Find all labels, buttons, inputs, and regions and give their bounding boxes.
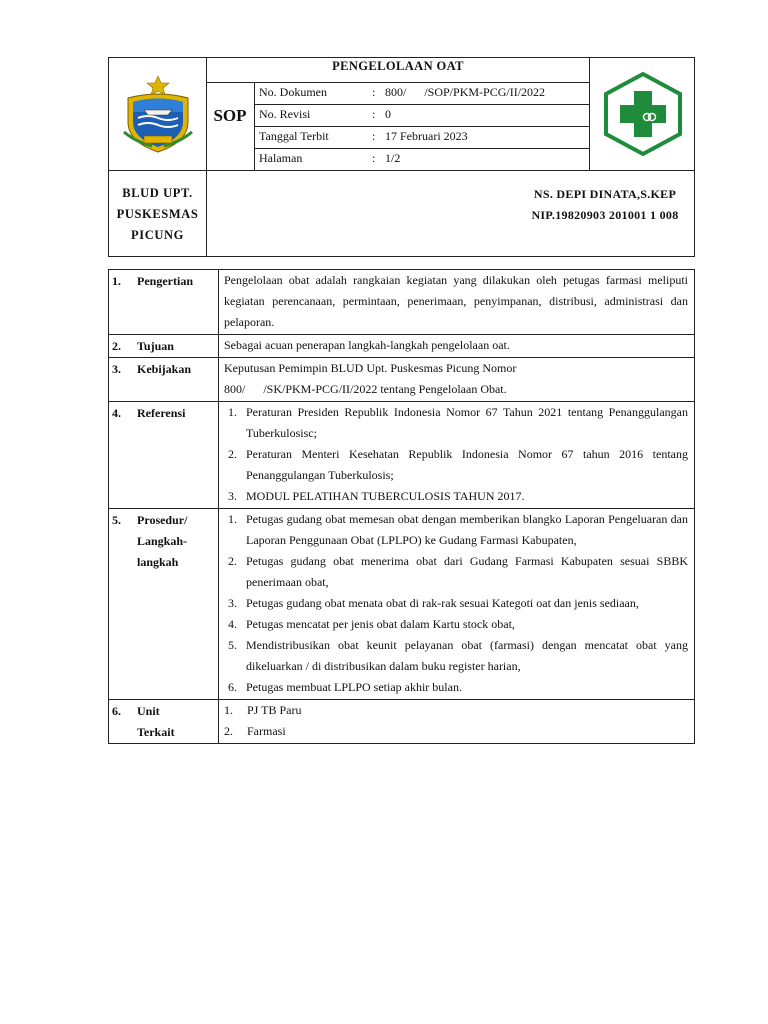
list-item-text: Petugas gudang obat menata obat di rak-rak sesuai Kategoti oat dan jenis sediaan, <box>246 596 639 610</box>
unit-name-line: PUSKESMAS <box>116 206 199 221</box>
section-number: 5. <box>112 513 121 527</box>
signer-block <box>514 184 696 226</box>
list-item-number: 2. <box>224 724 233 738</box>
meta-value: 17 Februari 2023 <box>385 129 468 143</box>
section-body <box>219 358 695 402</box>
unit-name <box>109 171 206 257</box>
section-label <box>109 700 219 744</box>
regency-emblem-icon <box>109 58 206 170</box>
page-title: PENGELOLAAN OAT <box>332 59 464 73</box>
list-item-number: 1. <box>224 703 233 717</box>
section-title: Tujuan <box>137 339 174 353</box>
policy-line: 800/ /SK/PKM-PCG/II/2022 tentang Pengelolaan Obat. <box>224 382 507 396</box>
section-title: Referensi <box>137 406 186 420</box>
list-item-number: 6. <box>228 680 237 694</box>
list-item <box>224 551 688 593</box>
list-item-text: Petugas mencatat per jenis obat dalam Kartu stock obat, <box>246 617 515 631</box>
section-title: Pengertian <box>137 274 193 288</box>
list-item-number: 5. <box>228 638 237 652</box>
list-item <box>224 593 688 614</box>
list-item-number: 1. <box>228 512 237 526</box>
sop-content-table <box>108 269 695 744</box>
policy-line: Keputusan Pemimpin BLUD Upt. Puskesmas Picung Nomor <box>224 361 517 375</box>
list-item-text: Petugas gudang obat memesan obat dengan memberikan blangko Laporan Pengeluaran dan Laporan Penggunaan Obat (LPLPO) ke Gudang Farmasi Kabupaten, <box>246 512 688 547</box>
section-title: Unit <box>137 704 160 718</box>
list-item-text: PJ TB Paru <box>247 703 302 717</box>
meta-value: 1/2 <box>385 151 401 165</box>
list-item-number: 2. <box>228 554 237 568</box>
meta-key: No. Dokumen <box>259 85 327 99</box>
meta-key: Tanggal Terbit <box>259 129 329 143</box>
list-item-text: Petugas gudang obat menerima obat dari Gudang Farmasi Kabupaten sesuai SBBK penerimaan obat, <box>246 554 688 589</box>
signer-name: NS. DEPI DINATA,S.KEP <box>533 187 677 201</box>
table-row <box>109 270 695 335</box>
section-number: 1. <box>112 274 121 288</box>
list-item <box>224 677 688 698</box>
list-item-number: 3. <box>228 489 237 503</box>
unit-name-line: PICUNG <box>131 227 184 242</box>
list-item <box>224 402 688 444</box>
list-item <box>224 444 688 486</box>
section-number: 3. <box>112 362 121 376</box>
table-row <box>109 700 695 744</box>
section-label <box>109 335 219 358</box>
section-label <box>109 358 219 402</box>
reference-list <box>219 402 695 509</box>
section-number: 6. <box>112 704 121 718</box>
table-row <box>109 335 695 358</box>
meta-key: No. Revisi <box>259 107 311 121</box>
meta-value: 0 <box>385 107 391 121</box>
unit-name-line: BLUD UPT. <box>122 185 193 200</box>
list-item-text: Farmasi <box>247 724 286 738</box>
meta-colon: : <box>372 107 376 121</box>
list-item-text: Petugas membuat LPLPO setiap akhir bulan. <box>246 680 462 694</box>
section-label <box>109 270 219 335</box>
related-unit-list <box>219 700 695 744</box>
list-item-text: MODUL PELATIHAN TUBERCULOSIS TAHUN 2017. <box>246 489 525 503</box>
meta-colon: : <box>372 151 376 165</box>
sop-label: SOP <box>213 106 247 125</box>
list-item-text: Peraturan Menteri Kesehatan Republik Indonesia Nomor 67 tahun 2016 tentang Penanggulangan Tuberkulosis; <box>246 447 688 482</box>
table-row <box>109 509 695 700</box>
section-label <box>109 402 219 509</box>
section-title: Prosedur/ <box>137 513 188 527</box>
list-item-number: 1. <box>228 405 237 419</box>
meta-value: 800/ /SOP/PKM-PCG/II/2022 <box>385 85 546 99</box>
list-item <box>224 700 688 721</box>
section-title-line: langkah <box>137 555 179 569</box>
puskesmas-cross-icon <box>590 58 695 170</box>
list-item <box>224 509 688 551</box>
section-number: 2. <box>112 339 121 353</box>
meta-key: Halaman <box>259 151 303 165</box>
table-row <box>109 358 695 402</box>
meta-colon: : <box>372 85 376 99</box>
sop-header-table <box>108 57 695 257</box>
meta-row-page <box>254 148 588 169</box>
meta-row-issue-date <box>254 126 588 147</box>
list-item <box>224 635 688 677</box>
section-title: Kebijakan <box>137 362 192 376</box>
list-item-number: 2. <box>228 447 237 461</box>
meta-row-revision <box>254 104 588 125</box>
meta-colon: : <box>372 129 376 143</box>
table-row <box>109 402 695 509</box>
meta-row-document-number <box>254 82 588 103</box>
list-item-number: 3. <box>228 596 237 610</box>
list-item <box>224 486 688 507</box>
section-title-line: Langkah- <box>137 534 188 548</box>
section-number: 4. <box>112 406 121 420</box>
section-body: Sebagai acuan penerapan langkah-langkah pengelolaan oat. <box>219 335 695 358</box>
list-item <box>224 614 688 635</box>
list-item-text: Peraturan Presiden Republik Indonesia Nomor 67 Tahun 2021 tentang Penanggulangan Tuberkulosisc; <box>246 405 688 440</box>
list-item-text: Mendistribusikan obat keunit pelayanan obat (farmasi) dengan mencatat obat yang dikeluarkan / di distribusikan dalam buku register harian, <box>246 638 688 673</box>
procedure-list <box>219 509 695 700</box>
section-title-line: Terkait <box>137 725 175 739</box>
signer-nip: NIP.19820903 201001 1 008 <box>531 208 679 222</box>
list-item-number: 4. <box>228 617 237 631</box>
section-label <box>109 509 219 700</box>
section-body: Pengelolaan obat adalah rangkaian kegiatan yang dilakukan oleh petugas farmasi meliputi kegiatan perencanaan, permintaan, penerimaan, penyimpanan, distribusi, administrasi dan pelaporan. <box>219 270 695 335</box>
list-item <box>224 721 688 742</box>
